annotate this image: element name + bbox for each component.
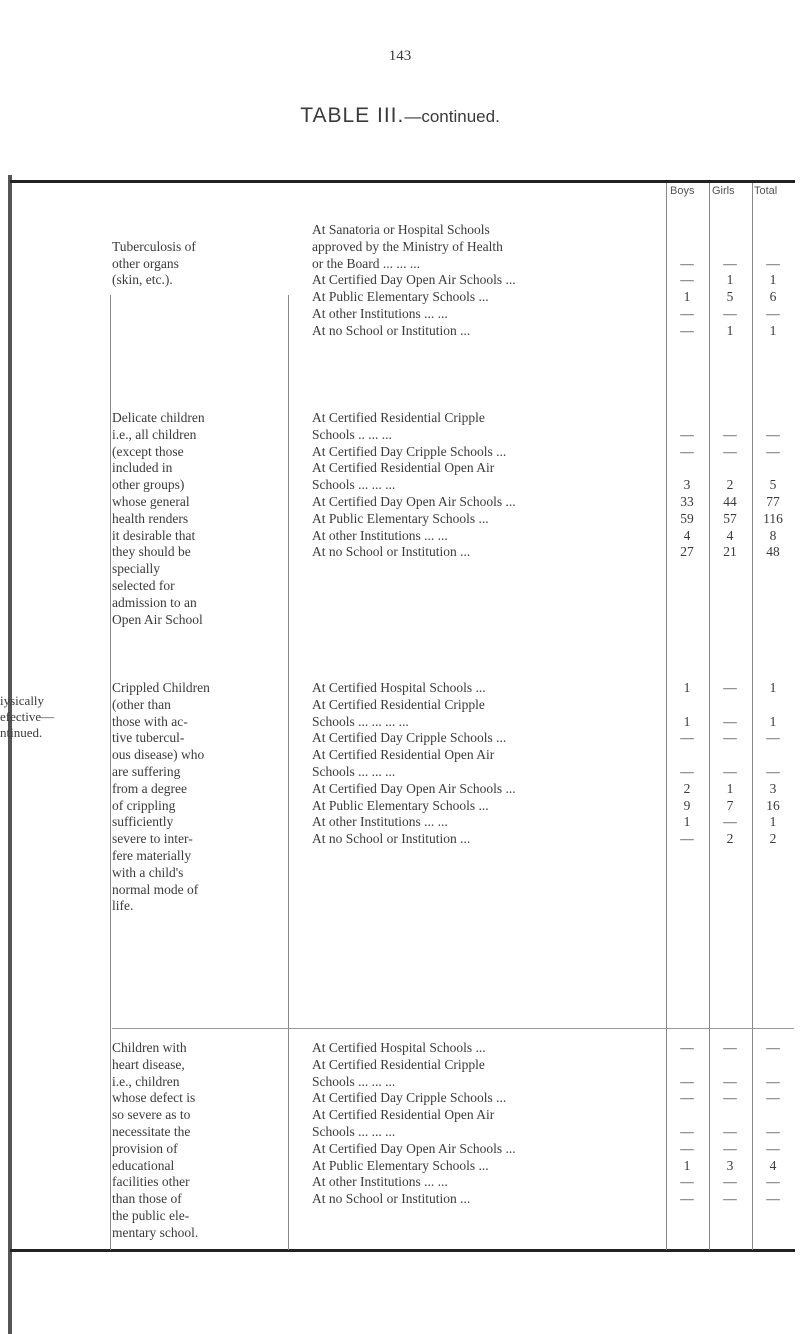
- cell-boys: 1: [683, 1157, 691, 1173]
- cell-girls: —: [723, 713, 737, 729]
- table-row: [312, 814, 742, 831]
- place-label: At Certified Day Open Air Schools ...: [312, 272, 516, 288]
- description-line: (skin, etc.).: [112, 272, 173, 288]
- cell-girls: —: [723, 443, 737, 459]
- place-label: Schools ... ... ...: [312, 763, 396, 779]
- cell-girls: 1: [726, 322, 734, 338]
- cell-total: 16: [766, 797, 780, 813]
- column-divider-side: [110, 295, 111, 1250]
- cell-boys: —: [680, 272, 694, 288]
- description-line: educational: [112, 1157, 175, 1173]
- column-divider-description: [288, 295, 289, 1250]
- description-line: i.e., all children: [112, 426, 197, 442]
- place-label: At Certified Day Cripple Schools ...: [312, 1090, 507, 1106]
- description-line: are suffering: [112, 763, 181, 779]
- cell-boys: —: [680, 322, 694, 338]
- description-line: Crippled Children: [112, 680, 210, 695]
- group-places: [312, 1040, 742, 1208]
- cell-boys: —: [680, 443, 694, 459]
- description-line: other organs: [112, 255, 179, 271]
- table-row: [312, 1141, 742, 1158]
- group-description: [112, 239, 262, 289]
- place-label: At Certified Day Open Air Schools ...: [312, 493, 516, 509]
- side-label-line: efective—: [0, 709, 55, 724]
- cell-total: —: [766, 1174, 780, 1190]
- place-label: At Certified Residential Open Air: [312, 747, 495, 763]
- cell-total: 6: [769, 289, 777, 305]
- table-title-suffix: —continued.: [404, 107, 500, 126]
- description-line: from a degree: [112, 780, 187, 796]
- description-line: sufficiently: [112, 814, 174, 830]
- cell-boys: 1: [683, 814, 691, 830]
- cell-total: 48: [766, 544, 780, 560]
- cell-boys: 1: [683, 680, 691, 695]
- page-binding-edge: [8, 175, 12, 1334]
- side-label: [0, 693, 64, 741]
- cell-girls: 1: [726, 780, 734, 796]
- table-row: [312, 306, 742, 323]
- place-label: At no School or Institution ...: [312, 1191, 471, 1207]
- cell-total: —: [766, 1140, 780, 1156]
- cell-girls: 4: [726, 527, 734, 543]
- description-line: so severe as to: [112, 1107, 191, 1123]
- cell-boys: —: [680, 1090, 694, 1106]
- description-line: ous disease) who: [112, 747, 205, 763]
- cell-girls: —: [723, 1124, 737, 1139]
- table-row: [312, 544, 742, 561]
- cell-total: 1: [769, 713, 777, 729]
- cell-boys: —: [680, 1124, 694, 1139]
- cell-boys: 33: [680, 494, 694, 509]
- cell-total: —: [766, 306, 780, 321]
- cell-boys: —: [680, 1174, 694, 1190]
- cell-boys: —: [680, 306, 694, 321]
- cell-boys: —: [680, 1140, 694, 1156]
- table-row: [312, 494, 742, 511]
- description-line: it desirable that: [112, 527, 196, 543]
- cell-total: —: [766, 1124, 780, 1139]
- place-label: At Certified Residential Cripple: [312, 1056, 485, 1072]
- description-line: of crippling: [112, 797, 176, 813]
- description-line: (other than: [112, 696, 171, 712]
- column-header-total: Total: [754, 185, 778, 197]
- cell-total: —: [766, 1191, 780, 1207]
- cell-total: 1: [769, 680, 777, 695]
- description-line: facilities other: [112, 1174, 190, 1190]
- place-label: Schools .. ... ...: [312, 426, 392, 442]
- description-line: whose general: [112, 493, 190, 509]
- description-line: tive tubercul-: [112, 730, 185, 746]
- description-line: health renders: [112, 510, 189, 526]
- column-divider-girls: [752, 183, 753, 1250]
- place-label: At no School or Institution ...: [312, 544, 471, 560]
- cell-boys: —: [680, 1073, 694, 1089]
- cell-boys: —: [680, 1191, 694, 1207]
- cell-total: —: [766, 255, 780, 271]
- table-row: [312, 1040, 742, 1057]
- group-description: [112, 410, 262, 628]
- cell-total: 5: [769, 477, 777, 493]
- place-label: Schools ... ... ...: [312, 477, 396, 493]
- cell-girls: 44: [723, 494, 737, 509]
- place-label: At no School or Institution ...: [312, 831, 471, 847]
- group-places: [312, 680, 742, 848]
- place-label: or the Board ... ... ...: [312, 255, 420, 271]
- description-line: admission to an: [112, 594, 197, 610]
- cell-boys: 3: [683, 477, 691, 493]
- cell-total: 4: [769, 1157, 777, 1173]
- cell-girls: 7: [726, 797, 734, 813]
- table-row: [312, 798, 742, 815]
- cell-boys: 27: [680, 544, 694, 560]
- place-label: At other Institutions ... ...: [312, 527, 448, 543]
- description-line: fere materially: [112, 847, 192, 863]
- place-label: At Certified Day Open Air Schools ...: [312, 1140, 516, 1156]
- table-row: [312, 747, 742, 781]
- place-label: At Public Elementary Schools ...: [312, 797, 489, 813]
- place-label: At Certified Residential Cripple: [312, 410, 485, 425]
- place-label: Schools ... ... ...: [312, 1073, 396, 1089]
- cell-girls: 1: [726, 272, 734, 288]
- description-line: Children with: [112, 1040, 187, 1055]
- cell-total: 3: [769, 780, 777, 796]
- table-row: [312, 410, 742, 444]
- place-label: At Certified Day Cripple Schools ...: [312, 730, 507, 746]
- cell-girls: —: [723, 730, 737, 746]
- cell-boys: —: [680, 1040, 694, 1055]
- description-line: provision of: [112, 1140, 178, 1156]
- cell-total: —: [766, 730, 780, 746]
- description-line: selected for: [112, 577, 175, 593]
- cell-girls: 5: [726, 289, 734, 305]
- cell-girls: —: [723, 1174, 737, 1190]
- cell-boys: —: [680, 831, 694, 847]
- table-row: [312, 323, 742, 340]
- column-header-boys: Boys: [670, 185, 695, 197]
- table-row: [312, 511, 742, 528]
- description-line: heart disease,: [112, 1056, 185, 1072]
- description-line: with a child's: [112, 864, 184, 880]
- description-line: Tuberculosis of: [112, 238, 196, 254]
- place-label: At Certified Residential Cripple: [312, 696, 485, 712]
- cell-boys: —: [680, 730, 694, 746]
- cell-total: 116: [763, 510, 783, 526]
- description-line: Open Air School: [112, 611, 203, 627]
- table-row: [312, 528, 742, 545]
- place-label: At no School or Institution ...: [312, 322, 471, 338]
- place-label: At Public Elementary Schools ...: [312, 289, 489, 305]
- cell-girls: —: [723, 680, 737, 695]
- cell-boys: 4: [683, 527, 691, 543]
- place-label: At Public Elementary Schools ...: [312, 1157, 489, 1173]
- place-label: Schools ... ... ... ...: [312, 713, 409, 729]
- table-row: [312, 781, 742, 798]
- place-label: At other Institutions ... ...: [312, 1174, 448, 1190]
- cell-boys: 9: [683, 797, 691, 813]
- table-title: [0, 104, 800, 128]
- table-row: [312, 289, 742, 306]
- description-line: (except those: [112, 443, 184, 459]
- cell-boys: —: [680, 426, 694, 442]
- cell-boys: 2: [683, 780, 691, 796]
- cell-girls: —: [723, 1140, 737, 1156]
- cell-girls: 57: [723, 510, 737, 526]
- table-row: [312, 697, 742, 731]
- place-label: At Sanatoria or Hospital Schools: [312, 222, 490, 237]
- table-row: [312, 1107, 742, 1141]
- description-line: mentary school.: [112, 1224, 199, 1240]
- cell-total: 8: [769, 527, 777, 543]
- cell-total: —: [766, 443, 780, 459]
- cell-boys: 59: [680, 510, 694, 526]
- cell-total: —: [766, 1040, 780, 1055]
- place-label: At other Institutions ... ...: [312, 305, 448, 321]
- place-label: At Certified Residential Open Air: [312, 460, 495, 476]
- cell-total: 1: [769, 814, 777, 830]
- table-row: [312, 460, 742, 494]
- table-row: [312, 1174, 742, 1191]
- side-label-line: ntinued.: [0, 725, 43, 740]
- cell-boys: —: [680, 255, 694, 271]
- table-top-rule: [10, 180, 795, 183]
- description-line: whose defect is: [112, 1090, 196, 1106]
- cell-boys: —: [680, 764, 694, 779]
- cell-total: —: [766, 1073, 780, 1089]
- place-label: At Certified Hospital Schools ...: [312, 680, 486, 695]
- group-separator: [112, 1028, 794, 1029]
- description-line: than those of: [112, 1191, 182, 1207]
- place-label: At Certified Residential Open Air: [312, 1107, 495, 1123]
- cell-girls: 2: [726, 831, 734, 847]
- cell-girls: —: [723, 1191, 737, 1207]
- column-header-girls: Girls: [712, 185, 735, 197]
- place-label: At Certified Day Open Air Schools ...: [312, 780, 516, 796]
- cell-girls: 21: [723, 544, 737, 560]
- table-row: [312, 831, 742, 848]
- table-row: [312, 1191, 742, 1208]
- cell-total: 1: [769, 272, 777, 288]
- table-row: [312, 272, 742, 289]
- description-line: they should be: [112, 544, 191, 560]
- table-bottom-rule: [10, 1249, 795, 1252]
- table-row: [312, 1090, 742, 1107]
- description-line: life.: [112, 898, 134, 914]
- group-description: [112, 680, 262, 915]
- cell-girls: —: [723, 426, 737, 442]
- table-row: [312, 222, 742, 272]
- cell-total: 2: [769, 831, 777, 847]
- cell-girls: 2: [726, 477, 734, 493]
- group-places: [312, 222, 742, 340]
- cell-total: 1: [769, 322, 777, 338]
- side-label-line: iysically: [0, 693, 45, 708]
- table-title-main: TABLE III.: [300, 104, 405, 127]
- cell-total: 77: [766, 494, 780, 509]
- place-label: At Certified Hospital Schools ...: [312, 1040, 486, 1055]
- cell-girls: —: [723, 255, 737, 271]
- cell-total: —: [766, 764, 780, 779]
- cell-total: —: [766, 426, 780, 442]
- description-line: the public ele-: [112, 1207, 190, 1223]
- place-label: At Public Elementary Schools ...: [312, 510, 489, 526]
- table-row: [312, 444, 742, 461]
- description-line: specially: [112, 561, 160, 577]
- description-line: included in: [112, 460, 173, 476]
- description-line: Delicate children: [112, 410, 205, 425]
- group-places: [312, 410, 742, 561]
- place-label: At Certified Day Cripple Schools ...: [312, 443, 507, 459]
- description-line: i.e., children: [112, 1073, 180, 1089]
- cell-girls: —: [723, 1090, 737, 1106]
- table-row: [312, 680, 742, 697]
- cell-girls: —: [723, 1073, 737, 1089]
- table-row: [312, 1158, 742, 1175]
- description-line: necessitate the: [112, 1123, 191, 1139]
- description-line: severe to inter-: [112, 831, 193, 847]
- cell-girls: —: [723, 764, 737, 779]
- page-number: 143: [388, 48, 412, 64]
- group-description: [112, 1040, 262, 1242]
- place-label: Schools ... ... ...: [312, 1123, 396, 1139]
- description-line: those with ac-: [112, 713, 188, 729]
- table-row: [312, 1057, 742, 1091]
- cell-girls: —: [723, 814, 737, 830]
- cell-boys: 1: [683, 713, 691, 729]
- description-line: normal mode of: [112, 881, 199, 897]
- cell-boys: 1: [683, 289, 691, 305]
- place-label: approved by the Ministry of Health: [312, 238, 503, 254]
- cell-girls: —: [723, 1040, 737, 1055]
- cell-girls: —: [723, 306, 737, 321]
- cell-girls: 3: [726, 1157, 734, 1173]
- description-line: other groups): [112, 477, 185, 493]
- table-row: [312, 730, 742, 747]
- cell-total: —: [766, 1090, 780, 1106]
- place-label: At other Institutions ... ...: [312, 814, 448, 830]
